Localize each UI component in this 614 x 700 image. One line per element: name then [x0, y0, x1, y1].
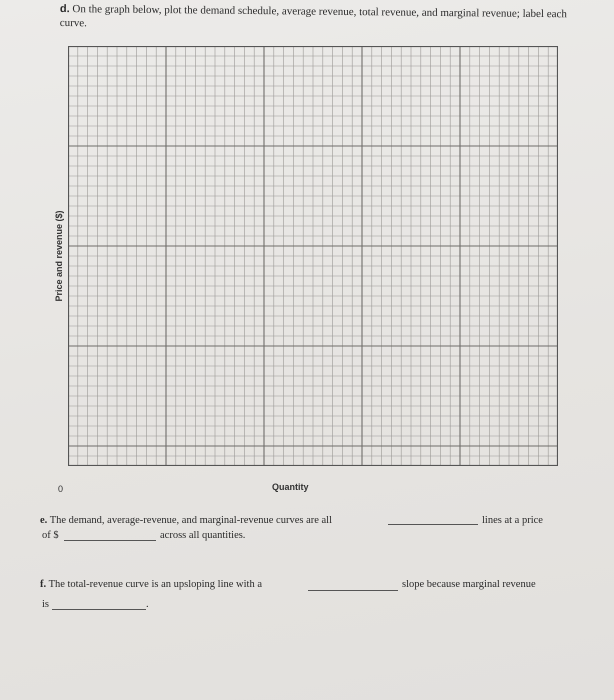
question-f-blank-2[interactable] [52, 599, 146, 610]
question-f-blank-1[interactable] [308, 580, 398, 591]
origin-label: 0 [58, 484, 64, 494]
question-e-text1: The demand, average-revenue, and marginal-revenue curves are all [49, 515, 333, 526]
question-e-blank-1[interactable] [388, 514, 478, 525]
question-e-line1-end: lines at a price [482, 515, 543, 526]
x-axis-label: Quantity [272, 482, 309, 492]
question-d-text: On the graph below, plot the demand schedule, average revenue, total revenue, and marginal revenue; label each curve. [59, 3, 567, 30]
question-e-line1 [40, 514, 332, 527]
question-d-letter: d. [59, 2, 70, 16]
y-axis-label-text: Price and revenue ($) [54, 210, 64, 302]
question-f-line1 [40, 578, 262, 591]
question-e-blank-2[interactable] [64, 530, 156, 541]
question-f-text1: The total-revenue curve is an upsloping line with a [48, 579, 262, 590]
question-f-line1-end: slope because marginal revenue [402, 579, 536, 590]
question-f-letter: f. [40, 579, 47, 590]
question-d [60, 2, 580, 35]
question-f-line2-end: . [146, 599, 149, 610]
question-e-line2-end: across all quantities. [160, 530, 246, 541]
question-f-line2-start: is [42, 599, 50, 610]
y-axis-label [52, 196, 66, 316]
question-e-letter: e. [40, 515, 48, 526]
graph-grid[interactable] [68, 46, 558, 466]
question-e-line2-start: of $ [42, 530, 59, 541]
